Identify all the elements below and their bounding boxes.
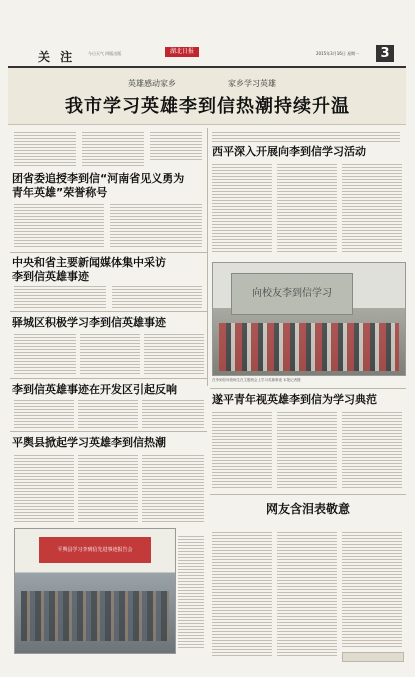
meeting-photo-caption	[178, 534, 204, 650]
article-6-text-c	[342, 162, 402, 254]
divider-3	[10, 378, 207, 379]
article-2-headline	[12, 256, 166, 284]
editor-note-box	[342, 652, 404, 662]
article-7-text-c	[342, 410, 402, 490]
article-5-text-b	[78, 453, 138, 523]
divider-right-1	[210, 388, 406, 389]
article-1-text-b	[110, 202, 202, 248]
article-6-text-a	[212, 162, 272, 254]
article-4-text-c	[142, 398, 204, 428]
main-headline: 我市学习英雄李到信热潮持续升温	[65, 96, 350, 117]
article-2-headline-line2: 李到信英雄事迹	[12, 269, 89, 283]
article-7-text-a	[212, 410, 272, 490]
article-1-headline	[12, 172, 184, 200]
article-1-headline-line2: 青年英雄”荣誉称号	[12, 185, 108, 199]
intro-text-col1	[14, 130, 76, 166]
article-2-text-b	[112, 284, 202, 308]
article-1-headline-line1: 团省委追授李到信“河南省见义勇为	[12, 172, 185, 185]
intro-text-right	[212, 130, 400, 142]
classroom-photo	[212, 262, 406, 376]
blackboard: 向校友李到信学习	[231, 273, 353, 315]
divider-right-2	[210, 494, 406, 495]
kicker-left: 英雄感动家乡	[128, 79, 176, 88]
article-3-headline-line1: 驿城区积极学习李到信英雄事迹	[12, 316, 166, 329]
divider-4	[10, 431, 207, 432]
masthead-tagline: 今日天气 四版出版	[88, 51, 122, 56]
article-8-headline	[212, 502, 404, 517]
divider-1	[10, 252, 207, 253]
article-4-text-b	[78, 398, 138, 428]
article-7-headline	[212, 393, 377, 407]
article-5-headline-line1: 平舆县掀起学习英雄李到信热潮	[12, 436, 166, 449]
article-5-text-a	[14, 453, 74, 523]
issue-date: 2015年3月16日 星期一	[316, 51, 360, 56]
article-5-headline	[12, 436, 166, 450]
divider-2	[10, 311, 207, 312]
article-4-headline-line1: 李到信英雄事迹在开发区引起反响	[12, 383, 177, 396]
article-5-text-c	[142, 453, 204, 523]
page-number: 3	[376, 45, 394, 62]
article-4-headline	[12, 383, 177, 397]
article-7-text-b	[277, 410, 337, 490]
intro-text-col3	[150, 130, 202, 160]
article-3-text-a	[14, 332, 76, 374]
article-2-headline-line1: 中央和省主要新闻媒体集中采访	[12, 256, 166, 269]
article-3-headline	[12, 316, 166, 330]
intro-text-col2	[82, 130, 144, 166]
article-2-text-a	[14, 284, 106, 308]
meeting-photo	[14, 528, 176, 654]
article-6-text-b	[277, 162, 337, 254]
section-title: 关 注	[38, 50, 76, 64]
article-8-text-c	[342, 530, 402, 648]
column-divider	[207, 128, 208, 386]
article-8-headline-line1: 网友含泪表敬意	[265, 502, 350, 516]
article-8-text-a	[212, 530, 272, 658]
audience-crowd	[21, 591, 169, 641]
article-3-text-c	[144, 332, 204, 374]
students	[219, 323, 399, 371]
article-4-text-a	[14, 398, 74, 428]
article-8-text-b	[277, 530, 337, 658]
article-3-text-b	[80, 332, 140, 374]
classroom-caption: 在李到信母校师生在主题班会上学习英雄事迹 本报记者摄	[212, 378, 301, 382]
article-7-headline-line1: 遂平青年视英雄李到信为学习典范	[212, 393, 377, 406]
meeting-banner: 平舆县学习李到信先进事迹报告会	[39, 537, 151, 563]
article-6-headline	[212, 145, 366, 159]
kicker-right: 家乡学习英雄	[228, 79, 276, 88]
article-1-text-a	[14, 202, 104, 248]
paper-logo: 湖北日报	[165, 47, 199, 57]
article-6-headline-line1: 西平深入开展向李到信学习活动	[212, 145, 366, 158]
